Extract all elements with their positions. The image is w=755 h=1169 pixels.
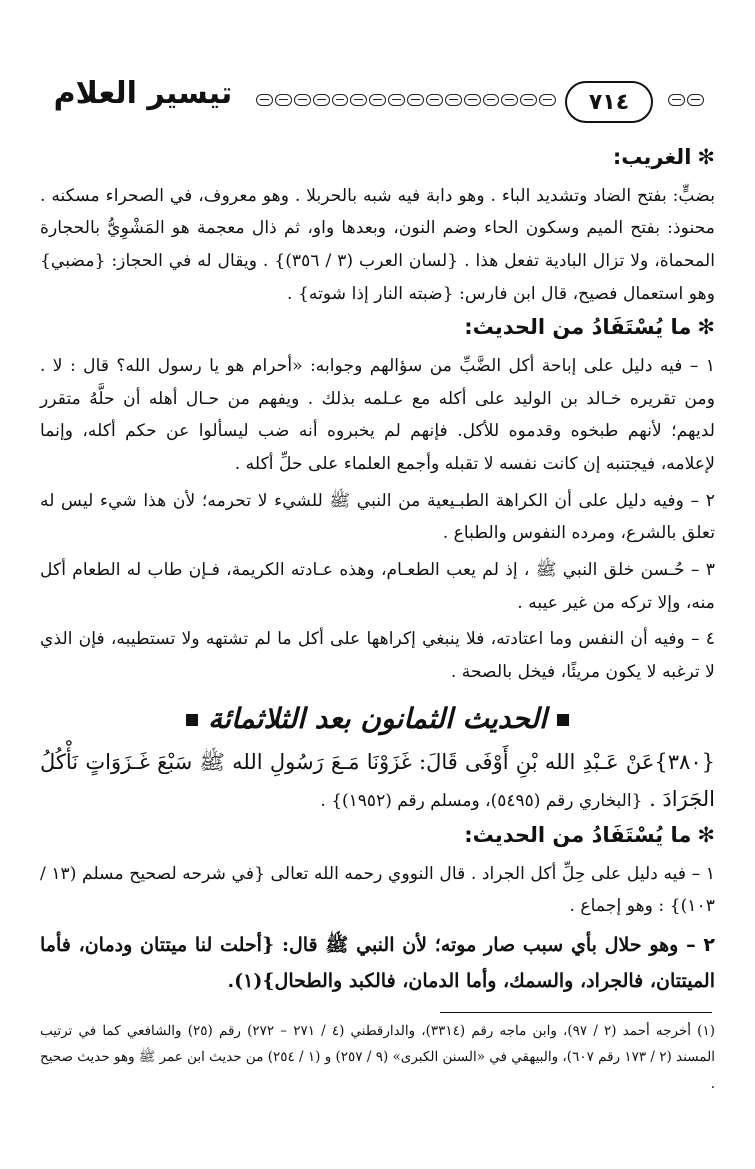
benefits-heading: ✻ما يُسْتَفَادُ من الحديث: [464,315,715,340]
ornament-left [256,94,556,110]
square-bullet-icon [186,714,198,726]
page-body [40,140,715,999]
footnote: (١) أخرجه أحمد (٢ / ٩٧)، وابن ماجه رقم (٣٣١٤)، والدارقطني (٤ / ٢٧١ – ٢٧٢) رقم (٢٥) والشافعي كما في ترتيب المسند (٢ / ١٧٣ رقم ٦٠٧)، والبيهقي في «السنن الكبرى» (٩ / ٢٥٧) و (١ / ٢٥٤) من حديث ابن عمر ﷺ وهو حديث صحيح . [40,1023,715,1092]
hadith-text: {٣٨٠}عَنْ عَـبْدِ الله بْنِ أَوْفَى قَالَ: غَزَوْنَا مَـعَ رَسُولِ الله ﷺ سَبْعَ غَـزَوَاتٍ نَأْكُلُ الجَرَادَ . {البخاري رقم (٥٤٩٥)، ومسلم رقم (١٩٥٢)} . [40,750,715,812]
gharib-paragraph: بضبٍّ: بفتح الضاد وتشديد الباء . وهو دابة فيه شبه بالحربلا . وهو معروف، في الصحراء مسكنه . محنوذ: بفتح الميم وسكون الحاء وضم النون، وبعدها واو، ثم ذال معجمة هو المَشْوِيُّ بالحجارة المحماة، ولا تزال البادية تفعل هذا . {لسان العرب (٣ / ٣٥٦)} . ويقال له في الحجاز: {مضبي} وهو استعمال فصيح، قال ابن فارس: {ضبته النار إذا شوته} . [40,185,716,304]
star-icon: ✻ [697,822,715,847]
star-icon: ✻ [697,145,715,169]
square-bullet-icon [557,714,569,726]
page-number: ٧١٤ [565,81,653,123]
page-header [38,62,718,142]
benefit-item: ١ – فيه دليل على إباحة أكل الضَّبِّ من سؤالهم وجوابه: «أحرام هو يا رسول الله؟ قال : لا . ومن تقريره خـالد بن الوليد على أكله مع عـلمه بذلك . ويفهم من حـال أهله أن حلَّهُ متقرر لديهم؛ لأنهم طبخوه وقدموه للأكل. فإنهم لم يخبروه أنه ضب ليسألوا عن حكم أكله، وإنما لإعلامه، فيجتنبه إن كانت نفسه لا تقبله وأجمع العلماء على حلِّ أكله . [40,356,716,475]
benefit-item: ٤ – وفيه أن النفس وما اعتادته، فلا ينبغي إكراهها على أكل ما لم تشتهه ولا تستطيبه، فإن الذي لا ترغبه لا يكون مريئًا، فيخل بالصحة . [40,629,716,683]
hadith-source: {البخاري رقم (٥٤٩٥)، ومسلم رقم (١٩٥٢)} . [320,791,643,812]
footnote-divider [440,1012,712,1013]
benefit-item: ٢ – وفيه دليل على أن الكراهة الطبـيعية من النبي ﷺ للشيء لا تحرمه؛ لأن هذا شيء ليس له تعلق بالشرع، ومرده النفوس والطباع . [40,490,715,544]
benefit-item: ٣ – حُـسن خلق النبي ﷺ ، إذ لم يعب الطعـام، وهذه عـادته الكريمة، فـإن طاب له الطعام أكل منه، وإلا تركه من غير عيبه . [40,560,716,613]
hadith-title: الحديث الثمانون بعد الثلاثمائة [40,695,715,743]
benefits-heading-2: ✻ما يُسْتَفَادُ من الحديث: [464,822,715,847]
ornament-right [668,94,718,110]
benefit-item: ١ – فيه دليل على حِلِّ أكل الجراد . قال النووي رحمه الله تعالى {في شرحه لصحيح مسلم (١٣ / ١٠٣)} : وهو إجماع . [40,863,715,917]
book-title: تيسير العلام [53,76,233,111]
gharib-heading: ✻الغريب: [612,145,715,169]
star-icon: ✻ [697,315,715,340]
benefit-item: ٢ – وهو حلال بأي سبب صار موته؛ لأن النبي ﷺ قال: {أحلت لنا ميتتان ودمان، فأما الميتتان، فالجراد، والسمك، وأما الدمان، فالكبد والطحال}(١). [40,933,715,992]
